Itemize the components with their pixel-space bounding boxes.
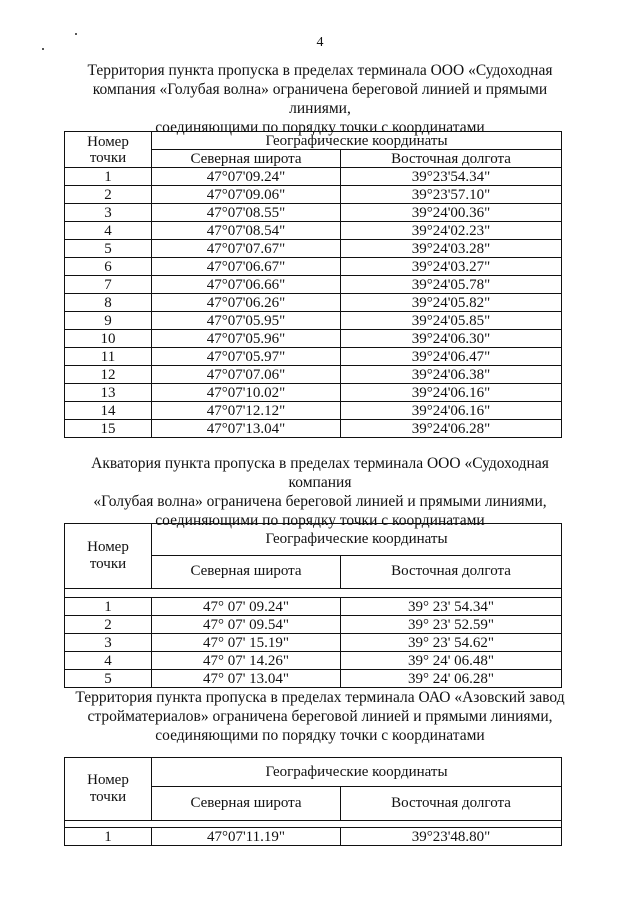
longitude-cell: 39°23'48.80"	[341, 828, 562, 846]
section3-title	[60, 688, 580, 745]
point-number: 2	[65, 616, 152, 634]
point-number: 9	[65, 312, 152, 330]
longitude-header: Восточная долгота	[341, 150, 562, 168]
latitude-cell: 47°07'05.96"	[152, 330, 341, 348]
table-row	[65, 828, 562, 846]
header-text: точки	[89, 149, 127, 166]
coordinates-header: Географические координаты	[152, 132, 562, 150]
header-text: Номер	[87, 539, 129, 555]
latitude-cell: 47°07'13.04"	[152, 420, 341, 438]
longitude-cell: 39° 23' 54.34"	[341, 598, 562, 616]
longitude-header: Восточная долгота	[341, 555, 562, 588]
point-number: 12	[65, 366, 152, 384]
point-number: 1	[65, 598, 152, 616]
latitude-header: Северная широта	[152, 555, 341, 588]
spacer-row	[65, 821, 562, 828]
latitude-cell: 47°07'05.95"	[152, 312, 341, 330]
point-number: 3	[65, 634, 152, 652]
table-row	[65, 366, 562, 384]
longitude-cell: 39°23'57.10"	[341, 186, 562, 204]
point-number: 4	[65, 222, 152, 240]
title-line: Акватория пункта пропуска в пределах терминала ООО «Судоходная компания	[91, 455, 549, 491]
section1-title	[60, 61, 580, 137]
longitude-cell: 39°24'03.28"	[341, 240, 562, 258]
coordinates-header: Географические координаты	[152, 758, 562, 787]
point-number: 8	[65, 294, 152, 312]
section1-coordinates-table	[64, 131, 562, 438]
longitude-cell: 39°24'02.23"	[341, 222, 562, 240]
longitude-cell: 39° 23' 54.62"	[341, 634, 562, 652]
latitude-cell: 47°07'09.06"	[152, 186, 341, 204]
table-row	[65, 168, 562, 186]
point-number: 5	[65, 240, 152, 258]
table-row	[65, 402, 562, 420]
longitude-cell: 39°24'05.78"	[341, 276, 562, 294]
longitude-cell: 39°24'06.16"	[341, 402, 562, 420]
title-line: стройматериалов» ограничена береговой линией и прямыми линиями,	[87, 708, 553, 725]
longitude-cell: 39° 24' 06.48"	[341, 652, 562, 670]
latitude-header: Северная широта	[152, 787, 341, 821]
point-number: 15	[65, 420, 152, 438]
table-row	[65, 670, 562, 688]
longitude-cell: 39°24'05.82"	[341, 294, 562, 312]
latitude-cell: 47° 07' 09.24"	[152, 598, 341, 616]
latitude-cell: 47°07'12.12"	[152, 402, 341, 420]
coordinates-header: Географические координаты	[152, 524, 562, 556]
latitude-cell: 47°07'06.26"	[152, 294, 341, 312]
latitude-cell: 47°07'10.02"	[152, 384, 341, 402]
table-row	[65, 598, 562, 616]
latitude-cell: 47° 07' 09.54"	[152, 616, 341, 634]
title-line: компания «Голубая волна» ограничена береговой линией и прямыми линиями,	[92, 81, 548, 117]
section2-coordinates-table	[64, 523, 562, 688]
longitude-cell: 39°24'06.16"	[341, 384, 562, 402]
section2-title	[60, 454, 580, 530]
point-number-header	[65, 758, 152, 821]
latitude-cell: 47°07'06.66"	[152, 276, 341, 294]
longitude-cell: 39°23'54.34"	[341, 168, 562, 186]
header-text: точки	[89, 789, 127, 805]
title-line: соединяющими по порядку точки с координатами	[155, 119, 485, 136]
table-row	[65, 616, 562, 634]
point-number: 1	[65, 168, 152, 186]
table-row	[65, 420, 562, 438]
header-text: Номер	[87, 772, 129, 788]
longitude-cell: 39°24'06.38"	[341, 366, 562, 384]
latitude-cell: 47°07'05.97"	[152, 348, 341, 366]
point-number: 5	[65, 670, 152, 688]
spacer-row	[65, 589, 562, 598]
table-row	[65, 652, 562, 670]
point-number-header	[65, 132, 152, 168]
latitude-cell: 47°07'07.06"	[152, 366, 341, 384]
point-number: 11	[65, 348, 152, 366]
table-row	[65, 186, 562, 204]
latitude-cell: 47° 07' 13.04"	[152, 670, 341, 688]
page-number: 4	[316, 35, 324, 50]
longitude-cell: 39°24'06.30"	[341, 330, 562, 348]
title-line: соединяющими по порядку точки с координатами	[155, 512, 485, 529]
table-row	[65, 384, 562, 402]
latitude-cell: 47° 07' 15.19"	[152, 634, 341, 652]
longitude-cell: 39°24'06.28"	[341, 420, 562, 438]
longitude-cell: 39°24'06.47"	[341, 348, 562, 366]
point-number-header	[65, 524, 152, 589]
table-row	[65, 240, 562, 258]
table-row	[65, 276, 562, 294]
table-row	[65, 204, 562, 222]
point-number: 14	[65, 402, 152, 420]
point-number: 6	[65, 258, 152, 276]
longitude-cell: 39° 24' 06.28"	[341, 670, 562, 688]
table-row	[65, 258, 562, 276]
latitude-cell: 47°07'11.19"	[152, 828, 341, 846]
title-line: Территория пункта пропуска в пределах терминала ООО «Судоходная	[87, 62, 553, 79]
longitude-cell: 39°24'03.27"	[341, 258, 562, 276]
latitude-cell: 47°07'08.54"	[152, 222, 341, 240]
point-number: 4	[65, 652, 152, 670]
latitude-header: Северная широта	[152, 150, 341, 168]
point-number: 1	[65, 828, 152, 846]
title-line: «Голубая волна» ограничена береговой линией и прямыми линиями,	[93, 493, 547, 510]
latitude-cell: 47° 07' 14.26"	[152, 652, 341, 670]
longitude-cell: 39° 23' 52.59"	[341, 616, 562, 634]
point-number: 10	[65, 330, 152, 348]
header-text: точки	[89, 556, 127, 572]
table-row	[65, 294, 562, 312]
title-line: Территория пункта пропуска в пределах терминала ОАО «Азовский завод	[75, 689, 565, 706]
table-row	[65, 330, 562, 348]
table-row	[65, 312, 562, 330]
longitude-cell: 39°24'00.36"	[341, 204, 562, 222]
point-number: 3	[65, 204, 152, 222]
point-number: 2	[65, 186, 152, 204]
section3-coordinates-table	[64, 757, 562, 846]
latitude-cell: 47°07'08.55"	[152, 204, 341, 222]
header-text: Номер	[87, 133, 129, 150]
latitude-cell: 47°07'06.67"	[152, 258, 341, 276]
point-number: 13	[65, 384, 152, 402]
table-row	[65, 634, 562, 652]
longitude-cell: 39°24'05.85"	[341, 312, 562, 330]
point-number: 7	[65, 276, 152, 294]
table-row	[65, 348, 562, 366]
latitude-cell: 47°07'07.67"	[152, 240, 341, 258]
title-line: соединяющими по порядку точки с координатами	[155, 727, 485, 744]
longitude-header: Восточная долгота	[341, 787, 562, 821]
table-row	[65, 222, 562, 240]
latitude-cell: 47°07'09.24"	[152, 168, 341, 186]
